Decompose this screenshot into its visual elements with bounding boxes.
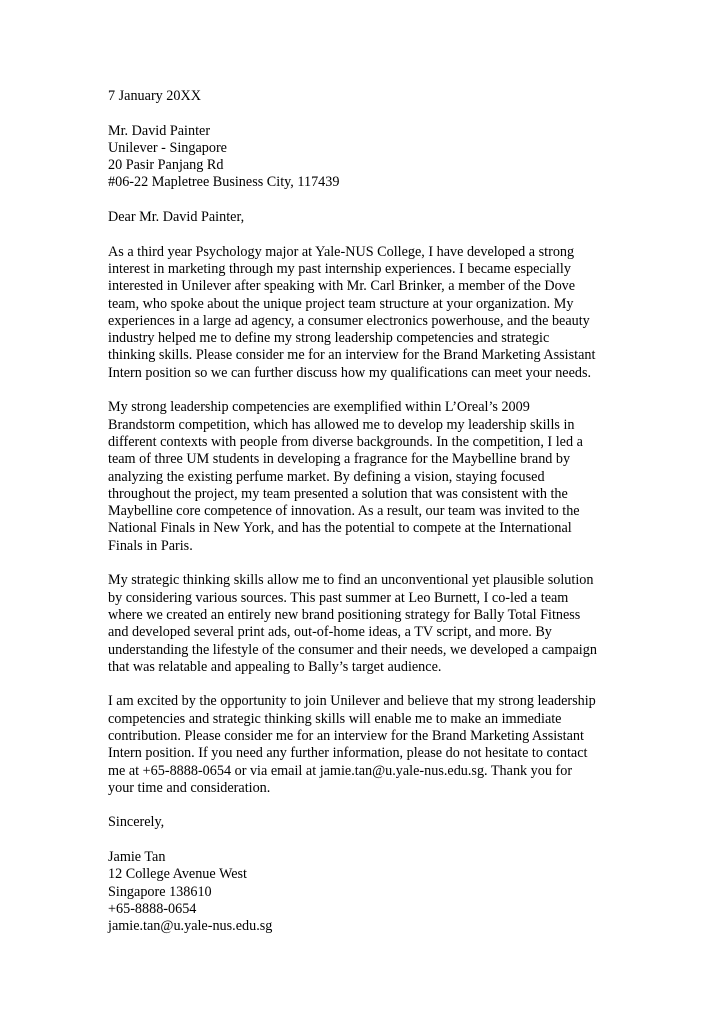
paragraph-line: throughout the project, my team presented a solution that was consistent with the xyxy=(108,485,568,502)
sender-email: jamie.tan@u.yale-nus.edu.sg xyxy=(108,918,273,935)
paragraph-line: contribution. Please consider me for an interview for the Brand Marketing Assistant xyxy=(108,727,584,744)
paragraph-line: thinking skills. Please consider me for an interview for the Brand Marketing Assistant xyxy=(108,347,596,364)
paragraph-leadership xyxy=(108,399,616,555)
signature-block xyxy=(108,849,616,935)
paragraph-line: your time and consideration. xyxy=(108,779,271,796)
sender-street: 12 College Avenue West xyxy=(108,866,247,883)
recipient-company: Unilever - Singapore xyxy=(108,139,227,156)
paragraph-line: team of three UM students in developing a fragrance for the Maybelline brand by xyxy=(108,451,571,468)
recipient-address xyxy=(108,123,616,192)
paragraph-closing xyxy=(108,693,616,797)
paragraph-line: different contexts with people from diverse backgrounds. In the competition, I led a xyxy=(108,433,583,450)
paragraph-line: team, who spoke about the unique project team structure at your organization. My xyxy=(108,295,574,312)
paragraph-line: My strong leadership competencies are exemplified within L’Oreal’s 2009 xyxy=(108,399,530,416)
paragraph-line: National Finals in New York, and has the potential to compete at the International xyxy=(108,520,572,537)
paragraph-line: experiences in a large ad agency, a consumer electronics powerhouse, and the beauty xyxy=(108,312,590,329)
paragraph-line: interested in Unilever after speaking with Mr. Carl Brinker, a member of the Dove xyxy=(108,278,576,295)
paragraph-line: analyzing the existing perfume market. By defining a vision, staying focused xyxy=(108,468,545,485)
paragraph-line: that was relatable and appealing to Bally’s target audience. xyxy=(108,658,442,675)
recipient-name: Mr. David Painter xyxy=(108,122,211,139)
paragraph-strategic xyxy=(108,572,616,676)
paragraph-line: where we created an entirely new brand positioning strategy for Bally Total Fitness xyxy=(108,606,581,623)
paragraph-line: Intern position so we can further discuss how my qualifications can meet your needs. xyxy=(108,364,592,381)
paragraph-line: by considering various sources. This past summer at Leo Burnett, I co-led a team xyxy=(108,589,569,606)
sender-name: Jamie Tan xyxy=(108,849,166,866)
paragraph-line: me at +65-8888-0654 or via email at jamie.tan@u.yale-nus.edu.sg. Thank you for xyxy=(108,762,573,779)
paragraph-line: competencies and strategic thinking skills will enable me to make an immediate xyxy=(108,710,562,727)
paragraph-line: Maybelline core competence of innovation. As a result, our team was invited to the xyxy=(108,503,580,520)
paragraph-line: I am excited by the opportunity to join Unilever and believe that my strong leadership xyxy=(108,693,596,710)
sender-city: Singapore 138610 xyxy=(108,883,212,900)
letter-date: 7 January 20XX xyxy=(108,88,201,104)
paragraph-line: My strategic thinking skills allow me to find an unconventional yet plausible solution xyxy=(108,572,594,589)
paragraph-line: As a third year Psychology major at Yale-NUS College, I have developed a strong xyxy=(108,243,575,260)
paragraph-line: Finals in Paris. xyxy=(108,537,193,554)
paragraph-line: understanding the lifestyle of the consumer and their needs, we developed a campaign xyxy=(108,641,597,658)
paragraph-line: Brandstorm competition, which has allowed me to develop my leadership skills in xyxy=(108,416,575,433)
salutation: Dear Mr. David Painter, xyxy=(108,209,245,226)
recipient-street: 20 Pasir Panjang Rd xyxy=(108,157,224,174)
paragraph-line: interest in marketing through my past internship experiences. I became especially xyxy=(108,260,571,277)
sender-phone: +65-8888-0654 xyxy=(108,900,197,917)
paragraph-line: and developed several print ads, out-of-home ideas, a TV script, and more. By xyxy=(108,624,552,641)
paragraph-line: Intern position. If you need any further information, please do not hesitate to contact xyxy=(108,745,588,762)
paragraph-line: industry helped me to define my strong leadership competencies and strategic xyxy=(108,330,550,347)
paragraph-intro xyxy=(108,244,616,382)
closing: Sincerely, xyxy=(108,814,165,831)
recipient-unit: #06-22 Mapletree Business City, 117439 xyxy=(108,174,340,191)
